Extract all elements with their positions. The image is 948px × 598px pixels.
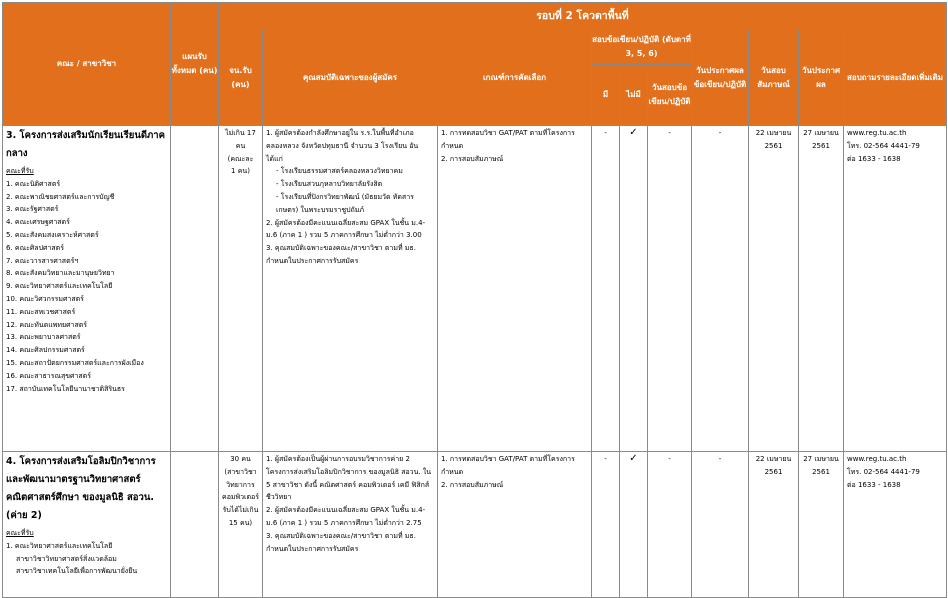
contact-cell [844, 126, 947, 452]
col-announce-header: วันประกาศผล [799, 30, 844, 126]
faculty-list-label: คณะที่รับ [6, 167, 34, 175]
exam-yes-cell: - [592, 126, 620, 452]
quota-line: (สาขาวิชา [224, 467, 257, 476]
qualification-item: 2. ผู้สมัครต้องมีคะแนนเฉลี่ยสะสม GPAX ในชั้น ม.4-ม.6 (ภาค 1 ) รวม 5 ภาคการศึกษา ไม่ต่ำกว่า 2.75 [266, 506, 426, 527]
qualification-item: 3. คุณสมบัติเฉพาะของคณะ/สาขาวิชา ตามที่ มธ. กำหนดในประกาศการรับสมัคร [266, 531, 416, 553]
project-title: 3. โครงการส่งเสริมนักเรียนเรียนดีภาคกลาง [6, 130, 165, 159]
announce-date-cell: 27 เมษายน 2561 [799, 126, 844, 452]
list-item: 1. คณะวิทยาศาสตร์และเทคโนโลยี [6, 541, 113, 550]
announce-written-cell: - [692, 126, 749, 452]
list-item: 3. คณะรัฐศาสตร์ [6, 205, 59, 214]
list-item: 14. คณะศิลปกรรมศาสตร์ [6, 346, 85, 355]
announce-written-cell: - [692, 452, 749, 598]
quota-cell [219, 452, 263, 598]
quota-cell [219, 126, 263, 452]
list-item: สาขาวิชาวิทยาศาสตร์สิ่งแวดล้อม [16, 554, 117, 563]
col-exam-group-header: สอบข้อเขียน/ปฏิบัติ (ดับตาที่ 3, 5, 6) [592, 30, 692, 65]
list-item: 1. คณะนิติศาสตร์ [6, 179, 61, 188]
qualification-item: 2. ผู้สมัครต้องมีคะแนนเฉลี่ยสะสม GPAX ในชั้น ม.4-ม.6 (ภาค 1 ) รวม 5 ภาคการศึกษา ไม่ต่ำกว่า 3.00 [266, 218, 426, 240]
faculty-cell [3, 126, 171, 452]
list-item: 16. คณะสาธารณสุขศาสตร์ [6, 371, 91, 380]
exam-yes-cell: - [592, 452, 620, 598]
list-item: 9. คณะวิทยาศาสตร์และเทคโนโลยี [6, 282, 113, 291]
list-item: 11. คณะสหเวชศาสตร์ [6, 307, 76, 316]
list-item: 15. คณะสถาปัตยกรรมศาสตร์และการผังเมือง [6, 358, 144, 367]
faculty-cell [3, 452, 171, 598]
interview-date-cell: 22 เมษายน 2561 [749, 126, 799, 452]
qualification-item: 1. ผู้สมัครต้องเป็นผู้ผ่านการอบรมวิชาการค่าย 2 โครงการส่งเสริมโอลิมปิกวิชาการ ของมูลนิธิ สอวน. ใน 5 สาขาวิชา ดังนี้ คณิตศาสตร์ คอมพิวเตอร์ เคมี ฟิสิกส์ ชีววิทยา [266, 455, 432, 502]
col-exam-date-header: วันสอบข้อเขียน/ปฏิบัติ [648, 65, 692, 126]
list-item: 4. คณะเศรษฐศาสตร์ [6, 218, 70, 227]
col-exam-yes-header: มี [592, 65, 620, 126]
list-item: 5. คณะสังคมสงเคราะห์ศาสตร์ [6, 230, 99, 239]
col-qualification-header: คุณสมบัติเฉพาะของผู้สมัคร [263, 30, 438, 126]
plan-cell [171, 126, 219, 452]
col-contact-header: สอบถามรายละเอียดเพิ่มเติม [844, 30, 947, 126]
list-item: 2. คณะพาณิชยศาสตร์และการบัญชี [6, 192, 115, 201]
col-exam-no-header: ไม่มี [620, 65, 648, 126]
col-interview-header: วันสอบสัมภาษณ์ [749, 30, 799, 126]
faculty-list [6, 178, 167, 396]
criteria-item: 1. การทดสอบวิชา GAT/PAT ตามที่โครงการกำหนด [441, 129, 575, 150]
table-row [3, 126, 947, 452]
list-item: สาขาวิชาเทคโนโลยีเพื่อการพัฒนายั่งยืน [16, 567, 138, 576]
qualification-item: 1. ผู้สมัครต้องกำลังศึกษาอยู่ใน ร.ร.ในพื้นที่อำเภอคลองหลวง จังหวัดปทุมธานี จำนวน 3 โรงเรียน อันได้แก่ [266, 129, 419, 163]
contact-website: www.reg.tu.ac.th [847, 455, 907, 463]
criteria-item: 1. การทดสอบวิชา GAT/PAT ตามที่โครงการกำหนด [441, 455, 575, 476]
announce-date-cell: 27 เมษายน 2561 [799, 452, 844, 598]
qualification-cell [263, 126, 438, 452]
interview-date-cell: 22 เมษายน 2561 [749, 452, 799, 598]
contact-phone: โทร. 02-564 4441-79 [847, 467, 920, 476]
list-item: 10. คณะวิศวกรรมศาสตร์ [6, 294, 84, 303]
col-plan-header: แผนรับทั้งหมด (คน) [171, 3, 219, 126]
contact-cell [844, 452, 947, 598]
plan-cell [171, 452, 219, 598]
quota-line: คน [235, 141, 246, 150]
list-item: 17. สถาบันเทคโนโลยีนานาชาติสิรินธร [6, 384, 125, 393]
quota-line: 1 คน) [231, 167, 250, 176]
list-item: 6. คณะศิลปศาสตร์ [6, 243, 64, 252]
contact-phone: โทร. 02-564 4441-79 [847, 141, 920, 150]
list-item: 7. คณะวารสารศาสตร์ฯ [6, 256, 79, 265]
criteria-item: 2. การสอบสัมภาษณ์ [441, 480, 504, 489]
quota-line: วิทยาการ [226, 480, 255, 489]
quota-line: รับได้ไม่เกิน [222, 506, 259, 515]
list-item: 8. คณะสังคมวิทยาและมานุษยวิทยา [6, 269, 115, 278]
quota-line: 15 คน) [228, 518, 253, 527]
round-title: รอบที่ 2 โควตาพื้นที่ [219, 3, 947, 30]
check-icon: ✓ [620, 452, 648, 598]
col-announce-written-header: วันประกาศผลข้อเขียน/ปฏิบัติ [692, 30, 749, 126]
qualification-item: - โรงเรียนสวนกุหลาบวิทยาลัยรังสิต [276, 180, 383, 189]
qualification-item: - โรงเรียนที่ปิงกรวิทยาพัฒน์ (มัธยมวัด ทัดสารเกษตร) ในพระบรมราชูปถัมภ์ [276, 192, 414, 214]
table-row [3, 452, 947, 598]
criteria-item: 2. การสอบสัมภาษณ์ [441, 154, 504, 163]
contact-extension: ต่อ 1633 - 1638 [847, 480, 901, 489]
col-quota-header: จน.รับ (คน) [219, 30, 263, 126]
exam-date-cell: - [648, 126, 692, 452]
project-title: 4. โครงการส่งเสริมโอลิมปิกวิชาการและพัฒนามาตรฐานวิทยาศาสตร์คณิตศาสตร์ศึกษา ของมูลนิธิ สอวน. (ค่าย 2) [6, 456, 156, 521]
quota-line: คอมพิวเตอร์ [222, 493, 259, 502]
col-faculty-header: คณะ / สาขาวิชา [3, 3, 171, 126]
criteria-cell [438, 452, 592, 598]
list-item: 13. คณะพยาบาลศาสตร์ [6, 333, 81, 342]
col-criteria-header: เกณฑ์การคัดเลือก [438, 30, 592, 126]
faculty-list-label: คณะที่รับ [6, 529, 34, 537]
qualification-item: 3. คุณสมบัติเฉพาะของคณะ/สาขาวิชา ตามที่ มธ. กำหนดในประกาศการรับสมัคร [266, 244, 416, 265]
quota-line: ไม่เกิน 17 [225, 129, 256, 137]
contact-website: www.reg.tu.ac.th [847, 129, 907, 137]
criteria-cell [438, 126, 592, 452]
qualification-item: - โรงเรียนธรรมศาสตร์คลองหลวงวิทยาคม [276, 167, 403, 176]
faculty-list [6, 540, 167, 578]
exam-date-cell: - [648, 452, 692, 598]
list-item: 12. คณะทันตแพทยศาสตร์ [6, 320, 88, 329]
quota-line: 30 คน [230, 455, 251, 463]
contact-extension: ต่อ 1633 - 1638 [847, 154, 901, 163]
qualification-cell [263, 452, 438, 598]
check-icon: ✓ [620, 126, 648, 452]
admission-table [2, 2, 947, 598]
quota-line: (คณะละ [227, 154, 254, 163]
